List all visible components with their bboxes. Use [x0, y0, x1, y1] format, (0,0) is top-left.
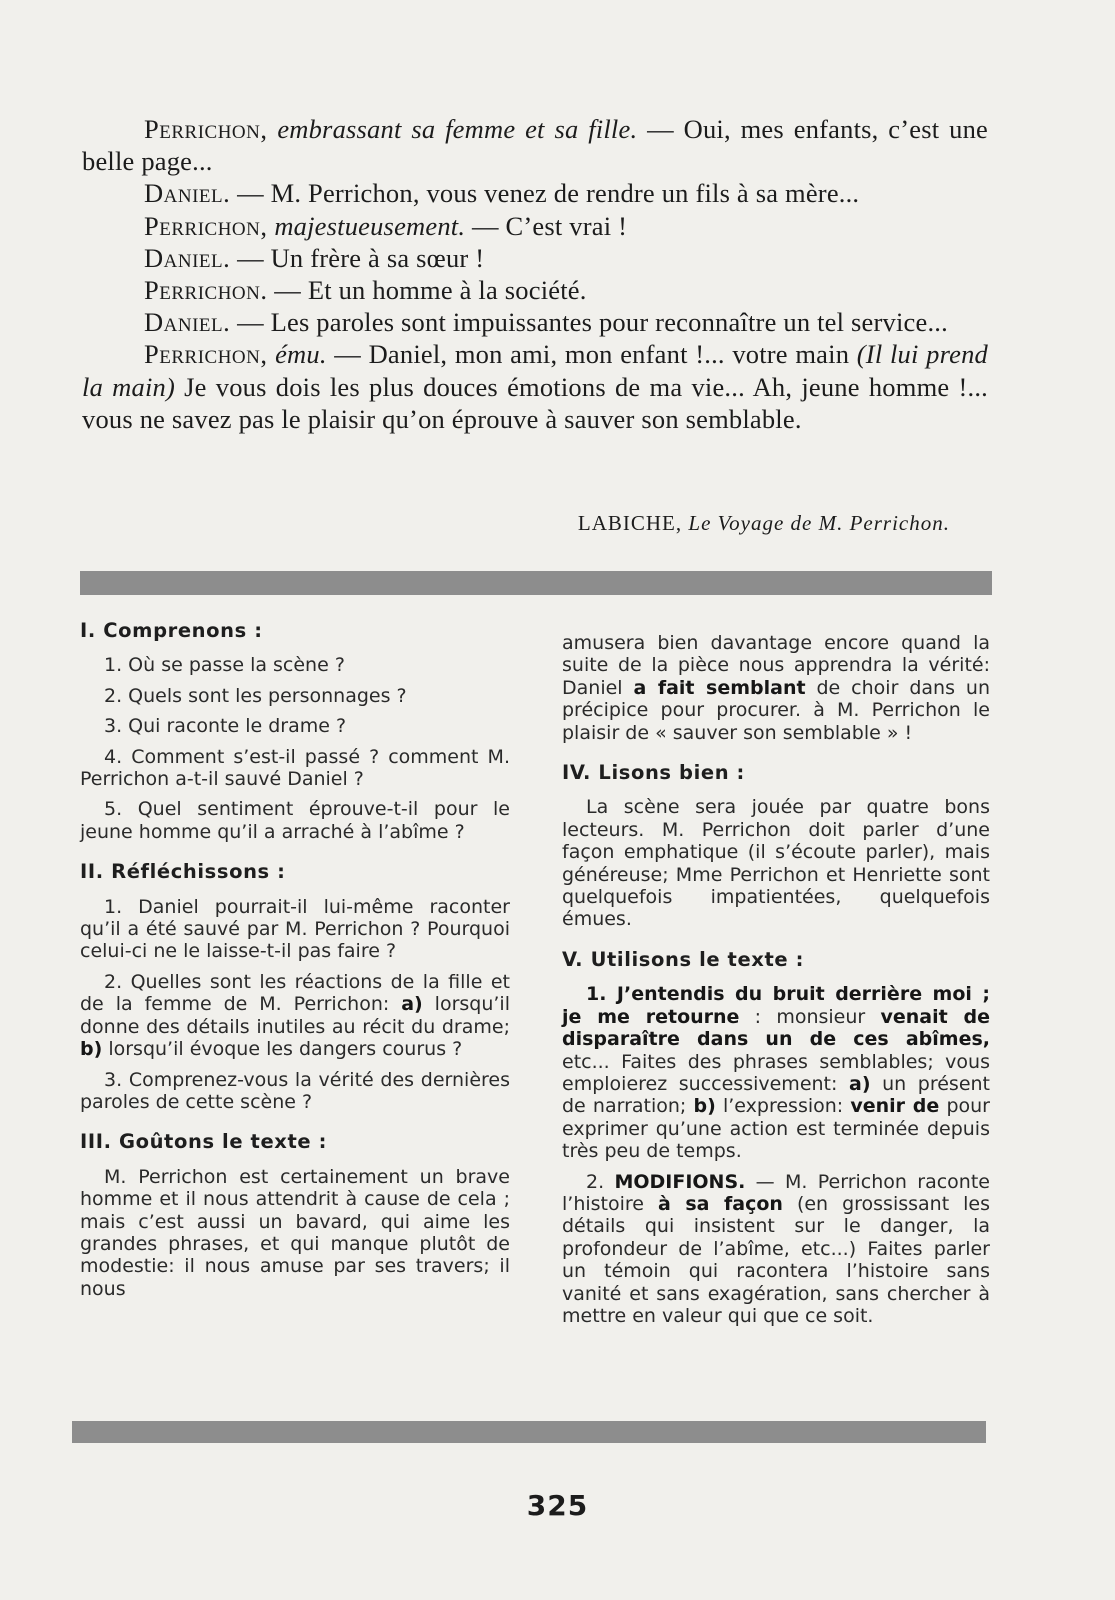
- dialogue-text: — Daniel, mon ami, mon enfant !... votre main: [326, 339, 857, 370]
- speaker-name: Perrichon,: [144, 339, 268, 370]
- stage-direction: majestueusement.: [274, 210, 466, 241]
- paragraph: amusera bien davantage encore quand la suite de la pièce nous apprendra la vérité: Daniel a fait semblant de choir dans un précipice pour procurer. à M. Perrichon le plaisir de « sauver son semblable » !: [562, 632, 990, 744]
- question: 4. Comment s’est-il passé ? comment M. Perrichon a-t-il sauvé Daniel ?: [80, 745, 510, 791]
- section-title: IV. Lisons bien :: [562, 761, 745, 785]
- dialogue-text: Je vous dois les plus douces émotions de ma vie... Ah, jeune homme !... vous ne savez pas le plaisir qu’on éprouve à sauver son semblable.: [82, 371, 988, 434]
- question: 2. Quelles sont les réactions de la fille et de la femme de M. Perrichon: a) lorsqu’il donne des détails inutiles au récit du drame; b) lorsqu’il évoque les dangers courus ?: [80, 970, 510, 1061]
- speaker-name: Daniel.: [144, 242, 231, 273]
- exercises-left-column: [80, 620, 510, 1308]
- dialogue-line: [82, 113, 988, 177]
- speaker-name: Perrichon,: [144, 114, 268, 144]
- dialogue-text: — Les paroles sont impuissantes pour reconnaître un tel service...: [230, 307, 948, 338]
- divider-bar-top: [80, 571, 992, 595]
- exercises-right-column: [562, 632, 990, 1335]
- exercise: 2. MODIFIONS. — M. Perrichon raconte l’histoire à sa façon (en grossissant les détails qui insistent sur le danger, la profondeur de l’abîme, etc...) Faites parler un témoin qui racontera l’histoire sans vanité et sans exagération, sans chercher à mettre en valeur qui que ce soit.: [562, 1170, 991, 1327]
- dialogue-line: [82, 306, 988, 338]
- speaker-name: Daniel.: [144, 307, 231, 338]
- speaker-name: Daniel.: [144, 178, 231, 209]
- dialogue-text: — Et un homme à la société.: [267, 275, 587, 306]
- paragraph: La scène sera jouée par quatre bons lecteurs. M. Perrichon doit parler d’une façon emphatique (il s’écoute parler), mais généreuse; Mme Perrichon et Henriette sont quelquefois impatientées, quelquefois émues.: [562, 796, 990, 931]
- section-title: I. Comprenons :: [80, 619, 263, 642]
- question: 2. Quels sont les personnages ?: [104, 684, 407, 707]
- stage-direction: embrassant sa femme et sa fille.: [277, 114, 638, 144]
- section-title: II. Réfléchissons :: [80, 860, 286, 884]
- stage-direction: (Il lui prend la main): [82, 339, 988, 402]
- play-excerpt: [82, 113, 988, 435]
- question: 1. Où se passe la scène ?: [104, 654, 345, 677]
- dialogue-text: — Oui, mes enfants, c’est une belle page...: [82, 114, 989, 177]
- question: 1. Daniel pourrait-il lui-même raconter qu’il a été sauvé par M. Perrichon ? Pourquoi celui-ci ne le laisse-t-il pas faire ?: [80, 895, 510, 963]
- section-title: V. Utilisons le texte :: [562, 947, 805, 971]
- citation-author: LABICHE: [577, 511, 676, 535]
- question: 3. Qui raconte le drame ?: [104, 715, 347, 738]
- speaker-name: Perrichon,: [144, 210, 268, 241]
- stage-direction: ému.: [275, 339, 327, 370]
- dialogue-text: — M. Perrichon, vous venez de rendre un fils à sa mère...: [230, 178, 860, 209]
- citation-work: Le Voyage de M. Perrichon.: [688, 511, 950, 535]
- citation: LABICHE, Le Voyage de M. Perrichon.: [577, 511, 950, 535]
- question: 5. Quel sentiment éprouve-t-il pour le jeune homme qu’il a arraché à l’abîme ?: [80, 798, 510, 843]
- dialogue-text: — Un frère à sa sœur !: [230, 242, 485, 273]
- divider-bar-bottom: [72, 1421, 986, 1443]
- dialogue-line: [82, 210, 988, 242]
- section-title: III. Goûtons le texte :: [80, 1130, 327, 1154]
- dialogue-line: [82, 242, 988, 274]
- dialogue-line: [82, 274, 988, 306]
- paragraph: M. Perrichon est certainement un brave homme et il nous attendrit à cause de cela ; mais c’est aussi un bavard, qui aime les grandes phrases, et qui manque plutôt de modestie: il nous amuse par ses travers; il nous: [80, 1165, 510, 1300]
- page-number: 325: [526, 1489, 589, 1522]
- question: 3. Comprenez-vous la vérité des dernières paroles de cette scène ?: [80, 1068, 510, 1113]
- dialogue-line: [82, 177, 988, 209]
- speaker-name: Perrichon.: [144, 275, 268, 306]
- dialogue-text: — C’est vrai !: [465, 210, 628, 241]
- dialogue-line: [82, 338, 988, 435]
- exercise: 1. J’entendis du bruit derrière moi ; je me retourne : monsieur venait de disparaître dans un de ces abîmes, etc... Faites des phrases semblables; vous emploierez successivement: a) un présent de narration; b) l’expression: venir de pour exprimer qu’une action est terminée depuis très peu de temps.: [562, 983, 991, 1163]
